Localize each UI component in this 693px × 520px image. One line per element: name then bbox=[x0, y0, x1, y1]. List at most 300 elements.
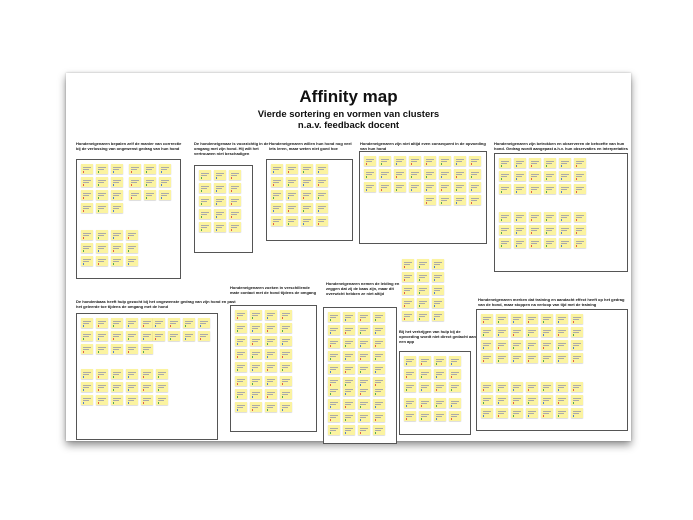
sticky-note bbox=[111, 177, 123, 187]
sticky-note bbox=[126, 256, 138, 266]
participant-dot bbox=[498, 389, 500, 391]
sticky-note bbox=[96, 344, 108, 354]
participant-dot bbox=[143, 351, 145, 353]
participant-dot bbox=[516, 232, 518, 234]
participant-dot bbox=[155, 338, 157, 340]
sticky-note bbox=[81, 369, 93, 379]
participant-dot bbox=[406, 405, 408, 407]
sticky-note bbox=[402, 259, 414, 269]
participant-dot bbox=[345, 345, 347, 347]
participant-dot bbox=[576, 245, 578, 247]
participant-dot bbox=[345, 406, 347, 408]
participant-dot bbox=[404, 292, 406, 294]
participant-dot bbox=[201, 229, 203, 231]
cluster-heading: Bij het verkrijgen van hulp bij de opvoeding wordt niet direct gedacht aan een app bbox=[399, 329, 476, 344]
participant-dot bbox=[231, 216, 233, 218]
participant-dot bbox=[456, 189, 458, 191]
sticky-note bbox=[449, 411, 461, 421]
participant-dot bbox=[441, 189, 443, 191]
participant-dot bbox=[83, 325, 85, 327]
participant-dot bbox=[576, 191, 578, 193]
participant-dot bbox=[471, 163, 473, 165]
sticky-note bbox=[481, 353, 493, 363]
participant-dot bbox=[345, 393, 347, 395]
sticky-note bbox=[496, 340, 508, 350]
cluster-heading: Hondeneigenaren merken dat training en aandacht effect heeft op het gedrag van de hond, maar stoppen na verloop van tijd met de training bbox=[478, 297, 625, 307]
sticky-note bbox=[81, 243, 93, 253]
participant-dot bbox=[419, 292, 421, 294]
sticky-note bbox=[544, 238, 556, 248]
sticky-note bbox=[373, 338, 385, 348]
participant-dot bbox=[83, 376, 85, 378]
participant-dot bbox=[216, 203, 218, 205]
sticky-note bbox=[111, 256, 123, 266]
participant-dot bbox=[516, 178, 518, 180]
participant-dot bbox=[98, 338, 100, 340]
participant-dot bbox=[471, 176, 473, 178]
participant-dot bbox=[573, 415, 575, 417]
participant-dot bbox=[483, 347, 485, 349]
participant-dot bbox=[421, 376, 423, 378]
sticky-note bbox=[343, 325, 355, 335]
participant-dot bbox=[345, 419, 347, 421]
sticky-note bbox=[526, 327, 538, 337]
participant-dot bbox=[231, 190, 233, 192]
sticky-note bbox=[144, 190, 156, 200]
participant-dot bbox=[419, 279, 421, 281]
participant-dot bbox=[113, 338, 115, 340]
sticky-note bbox=[454, 195, 466, 205]
sticky-note bbox=[544, 171, 556, 181]
participant-dot bbox=[252, 356, 254, 358]
participant-dot bbox=[576, 178, 578, 180]
sticky-note bbox=[214, 196, 226, 206]
participant-dot bbox=[543, 347, 545, 349]
participant-dot bbox=[303, 223, 305, 225]
sticky-note bbox=[434, 398, 446, 408]
participant-dot bbox=[237, 330, 239, 332]
participant-dot bbox=[252, 369, 254, 371]
sticky-note bbox=[235, 310, 247, 320]
participant-dot bbox=[185, 338, 187, 340]
participant-dot bbox=[113, 237, 115, 239]
sticky-note bbox=[373, 386, 385, 396]
participant-dot bbox=[396, 163, 398, 165]
sticky-note bbox=[141, 318, 153, 328]
sticky-note bbox=[373, 425, 385, 435]
participant-dot bbox=[113, 210, 115, 212]
sticky-note bbox=[481, 408, 493, 418]
participant-dot bbox=[558, 402, 560, 404]
sticky-note bbox=[343, 399, 355, 409]
participant-dot bbox=[318, 197, 320, 199]
participant-dot bbox=[528, 389, 530, 391]
sticky-note bbox=[432, 259, 444, 269]
participant-dot bbox=[434, 318, 436, 320]
participant-dot bbox=[273, 223, 275, 225]
sticky-note bbox=[434, 382, 446, 392]
participant-dot bbox=[404, 305, 406, 307]
sticky-note bbox=[280, 349, 292, 359]
sticky-note bbox=[316, 203, 328, 213]
sticky-note bbox=[156, 382, 168, 392]
participant-dot bbox=[396, 189, 398, 191]
sticky-note bbox=[541, 314, 553, 324]
sticky-note bbox=[96, 395, 108, 405]
participant-dot bbox=[375, 319, 377, 321]
participant-dot bbox=[231, 203, 233, 205]
sticky-note bbox=[96, 382, 108, 392]
sticky-note bbox=[541, 382, 553, 392]
participant-dot bbox=[456, 202, 458, 204]
sticky-note bbox=[499, 158, 511, 168]
sticky-note bbox=[229, 170, 241, 180]
participant-dot bbox=[113, 402, 115, 404]
sticky-note bbox=[469, 195, 481, 205]
participant-dot bbox=[531, 191, 533, 193]
sticky-note bbox=[556, 340, 568, 350]
participant-dot bbox=[128, 237, 130, 239]
participant-dot bbox=[498, 347, 500, 349]
participant-dot bbox=[98, 197, 100, 199]
participant-dot bbox=[161, 197, 163, 199]
sticky-note bbox=[358, 325, 370, 335]
sticky-note bbox=[454, 156, 466, 166]
participant-dot bbox=[113, 197, 115, 199]
participant-dot bbox=[561, 232, 563, 234]
sticky-note bbox=[235, 349, 247, 359]
sticky-note bbox=[81, 164, 93, 174]
sticky-note bbox=[559, 184, 571, 194]
sticky-note bbox=[511, 408, 523, 418]
participant-dot bbox=[483, 402, 485, 404]
sticky-note bbox=[141, 395, 153, 405]
sticky-note bbox=[571, 314, 583, 324]
sticky-note bbox=[126, 331, 138, 341]
sticky-note bbox=[286, 216, 298, 226]
sticky-note bbox=[541, 408, 553, 418]
participant-dot bbox=[237, 409, 239, 411]
participant-dot bbox=[83, 389, 85, 391]
participant-dot bbox=[360, 345, 362, 347]
participant-dot bbox=[303, 171, 305, 173]
sticky-note bbox=[126, 318, 138, 328]
sticky-note bbox=[126, 243, 138, 253]
sticky-note bbox=[419, 356, 431, 366]
sticky-note bbox=[301, 164, 313, 174]
sticky-note bbox=[481, 340, 493, 350]
sticky-note bbox=[559, 171, 571, 181]
sticky-note bbox=[328, 312, 340, 322]
sticky-note bbox=[379, 156, 391, 166]
participant-dot bbox=[558, 415, 560, 417]
participant-dot bbox=[170, 325, 172, 327]
sticky-note bbox=[358, 386, 370, 396]
sticky-note bbox=[229, 196, 241, 206]
cluster-frame bbox=[194, 165, 253, 253]
sticky-note bbox=[96, 230, 108, 240]
sticky-note bbox=[250, 336, 262, 346]
participant-dot bbox=[456, 163, 458, 165]
sticky-note bbox=[159, 177, 171, 187]
participant-dot bbox=[131, 184, 133, 186]
participant-dot bbox=[128, 402, 130, 404]
participant-dot bbox=[501, 245, 503, 247]
sticky-note bbox=[544, 212, 556, 222]
sticky-note bbox=[111, 164, 123, 174]
sticky-note bbox=[556, 408, 568, 418]
participant-dot bbox=[573, 389, 575, 391]
sticky-note bbox=[434, 369, 446, 379]
participant-dot bbox=[128, 263, 130, 265]
sticky-note bbox=[404, 411, 416, 421]
sticky-note bbox=[499, 225, 511, 235]
participant-dot bbox=[83, 237, 85, 239]
sticky-note bbox=[328, 386, 340, 396]
participant-dot bbox=[516, 191, 518, 193]
sticky-note bbox=[159, 190, 171, 200]
participant-dot bbox=[201, 177, 203, 179]
participant-dot bbox=[573, 347, 575, 349]
sticky-note bbox=[81, 344, 93, 354]
participant-dot bbox=[146, 171, 148, 173]
sticky-note bbox=[434, 411, 446, 421]
participant-dot bbox=[318, 184, 320, 186]
participant-dot bbox=[498, 415, 500, 417]
sticky-note bbox=[198, 331, 210, 341]
sticky-note bbox=[358, 425, 370, 435]
participant-dot bbox=[546, 191, 548, 193]
sticky-note bbox=[214, 170, 226, 180]
participant-dot bbox=[330, 345, 332, 347]
cluster-frame bbox=[476, 309, 628, 431]
sticky-note bbox=[424, 195, 436, 205]
participant-dot bbox=[98, 250, 100, 252]
participant-dot bbox=[528, 402, 530, 404]
participant-dot bbox=[546, 165, 548, 167]
participant-dot bbox=[98, 263, 100, 265]
participant-dot bbox=[146, 184, 148, 186]
sticky-note bbox=[404, 382, 416, 392]
sticky-note bbox=[499, 171, 511, 181]
sticky-note bbox=[499, 238, 511, 248]
participant-dot bbox=[543, 402, 545, 404]
participant-dot bbox=[231, 177, 233, 179]
participant-dot bbox=[381, 189, 383, 191]
participant-dot bbox=[471, 202, 473, 204]
sticky-note bbox=[481, 382, 493, 392]
participant-dot bbox=[501, 165, 503, 167]
affinity-board bbox=[66, 73, 631, 441]
cluster-frame bbox=[323, 307, 397, 444]
participant-dot bbox=[528, 334, 530, 336]
participant-dot bbox=[561, 245, 563, 247]
participant-dot bbox=[558, 360, 560, 362]
participant-dot bbox=[501, 191, 503, 193]
participant-dot bbox=[83, 197, 85, 199]
participant-dot bbox=[201, 216, 203, 218]
cluster-frame bbox=[494, 153, 628, 272]
participant-dot bbox=[528, 360, 530, 362]
sticky-note bbox=[316, 190, 328, 200]
sticky-note bbox=[526, 340, 538, 350]
sticky-note bbox=[229, 222, 241, 232]
sticky-note bbox=[541, 327, 553, 337]
sticky-note bbox=[454, 182, 466, 192]
sticky-note bbox=[328, 425, 340, 435]
sticky-note bbox=[432, 285, 444, 295]
participant-dot bbox=[237, 317, 239, 319]
sticky-note bbox=[419, 382, 431, 392]
sticky-note bbox=[424, 156, 436, 166]
participant-dot bbox=[528, 415, 530, 417]
cluster-heading: Hondeneigenaren zoeken in verschillende mate contact met de hond tijdens de omgang bbox=[230, 285, 317, 295]
participant-dot bbox=[267, 343, 269, 345]
sticky-note bbox=[96, 190, 108, 200]
subtitle-line-1: Vierde sortering en vormen van clusters bbox=[257, 109, 440, 120]
participant-dot bbox=[558, 334, 560, 336]
sticky-note bbox=[111, 203, 123, 213]
participant-dot bbox=[483, 389, 485, 391]
sticky-note bbox=[544, 158, 556, 168]
sticky-note bbox=[419, 398, 431, 408]
sticky-note bbox=[343, 338, 355, 348]
participant-dot bbox=[426, 202, 428, 204]
sticky-note bbox=[250, 349, 262, 359]
sticky-note bbox=[316, 216, 328, 226]
sticky-note bbox=[571, 382, 583, 392]
sticky-note bbox=[404, 356, 416, 366]
sticky-note bbox=[358, 364, 370, 374]
sticky-note bbox=[286, 164, 298, 174]
participant-dot bbox=[113, 351, 115, 353]
participant-dot bbox=[113, 376, 115, 378]
sticky-note bbox=[271, 216, 283, 226]
participant-dot bbox=[113, 184, 115, 186]
participant-dot bbox=[282, 383, 284, 385]
sticky-note bbox=[454, 169, 466, 179]
participant-dot bbox=[267, 356, 269, 358]
sticky-note bbox=[229, 183, 241, 193]
sticky-note bbox=[499, 184, 511, 194]
sticky-note bbox=[556, 353, 568, 363]
participant-dot bbox=[421, 363, 423, 365]
participant-dot bbox=[83, 184, 85, 186]
participant-dot bbox=[113, 325, 115, 327]
participant-dot bbox=[252, 396, 254, 398]
participant-dot bbox=[513, 415, 515, 417]
sticky-note bbox=[394, 182, 406, 192]
sticky-note bbox=[250, 362, 262, 372]
sticky-note bbox=[250, 310, 262, 320]
participant-dot bbox=[375, 432, 377, 434]
subtitle-line-2: n.a.v. feedback docent bbox=[297, 120, 400, 131]
participant-dot bbox=[543, 321, 545, 323]
sticky-note bbox=[373, 351, 385, 361]
sticky-note bbox=[439, 182, 451, 192]
participant-dot bbox=[404, 318, 406, 320]
participant-dot bbox=[546, 219, 548, 221]
participant-dot bbox=[330, 393, 332, 395]
participant-dot bbox=[483, 321, 485, 323]
participant-dot bbox=[158, 376, 160, 378]
participant-dot bbox=[185, 325, 187, 327]
sticky-note bbox=[373, 312, 385, 322]
sticky-note bbox=[271, 177, 283, 187]
sticky-note bbox=[511, 395, 523, 405]
participant-dot bbox=[375, 332, 377, 334]
participant-dot bbox=[516, 245, 518, 247]
sticky-note bbox=[199, 222, 211, 232]
sticky-note bbox=[81, 203, 93, 213]
participant-dot bbox=[513, 347, 515, 349]
participant-dot bbox=[528, 347, 530, 349]
sticky-note bbox=[156, 395, 168, 405]
sticky-note bbox=[379, 169, 391, 179]
sticky-note bbox=[574, 212, 586, 222]
participant-dot bbox=[345, 319, 347, 321]
sticky-note bbox=[511, 340, 523, 350]
sticky-note bbox=[156, 369, 168, 379]
participant-dot bbox=[558, 321, 560, 323]
sticky-note bbox=[571, 395, 583, 405]
participant-dot bbox=[113, 171, 115, 173]
sticky-note bbox=[496, 353, 508, 363]
participant-dot bbox=[441, 176, 443, 178]
participant-dot bbox=[366, 163, 368, 165]
sticky-note bbox=[199, 209, 211, 219]
sticky-note bbox=[141, 331, 153, 341]
sticky-note bbox=[364, 182, 376, 192]
sticky-note bbox=[214, 209, 226, 219]
participant-dot bbox=[573, 321, 575, 323]
participant-dot bbox=[426, 163, 428, 165]
participant-dot bbox=[237, 343, 239, 345]
sticky-note bbox=[144, 164, 156, 174]
participant-dot bbox=[546, 178, 548, 180]
participant-dot bbox=[288, 223, 290, 225]
participant-dot bbox=[146, 197, 148, 199]
participant-dot bbox=[267, 369, 269, 371]
participant-dot bbox=[483, 360, 485, 362]
participant-dot bbox=[155, 325, 157, 327]
participant-dot bbox=[576, 165, 578, 167]
sticky-note bbox=[129, 164, 141, 174]
sticky-note bbox=[301, 216, 313, 226]
participant-dot bbox=[561, 219, 563, 221]
sticky-note bbox=[81, 318, 93, 328]
participant-dot bbox=[411, 189, 413, 191]
participant-dot bbox=[158, 389, 160, 391]
sticky-note bbox=[574, 238, 586, 248]
participant-dot bbox=[434, 266, 436, 268]
sticky-note bbox=[358, 312, 370, 322]
participant-dot bbox=[366, 189, 368, 191]
participant-dot bbox=[318, 171, 320, 173]
participant-dot bbox=[237, 396, 239, 398]
sticky-note bbox=[280, 323, 292, 333]
participant-dot bbox=[282, 356, 284, 358]
sticky-note bbox=[571, 327, 583, 337]
sticky-note bbox=[81, 256, 93, 266]
cluster-heading: Hondeneigenaren willen hun hond nog veel lets leren, maar weten niet goed hoe bbox=[269, 141, 352, 151]
participant-dot bbox=[498, 360, 500, 362]
participant-dot bbox=[419, 318, 421, 320]
sticky-note bbox=[526, 408, 538, 418]
sticky-note bbox=[229, 209, 241, 219]
participant-dot bbox=[98, 389, 100, 391]
sticky-note bbox=[556, 395, 568, 405]
